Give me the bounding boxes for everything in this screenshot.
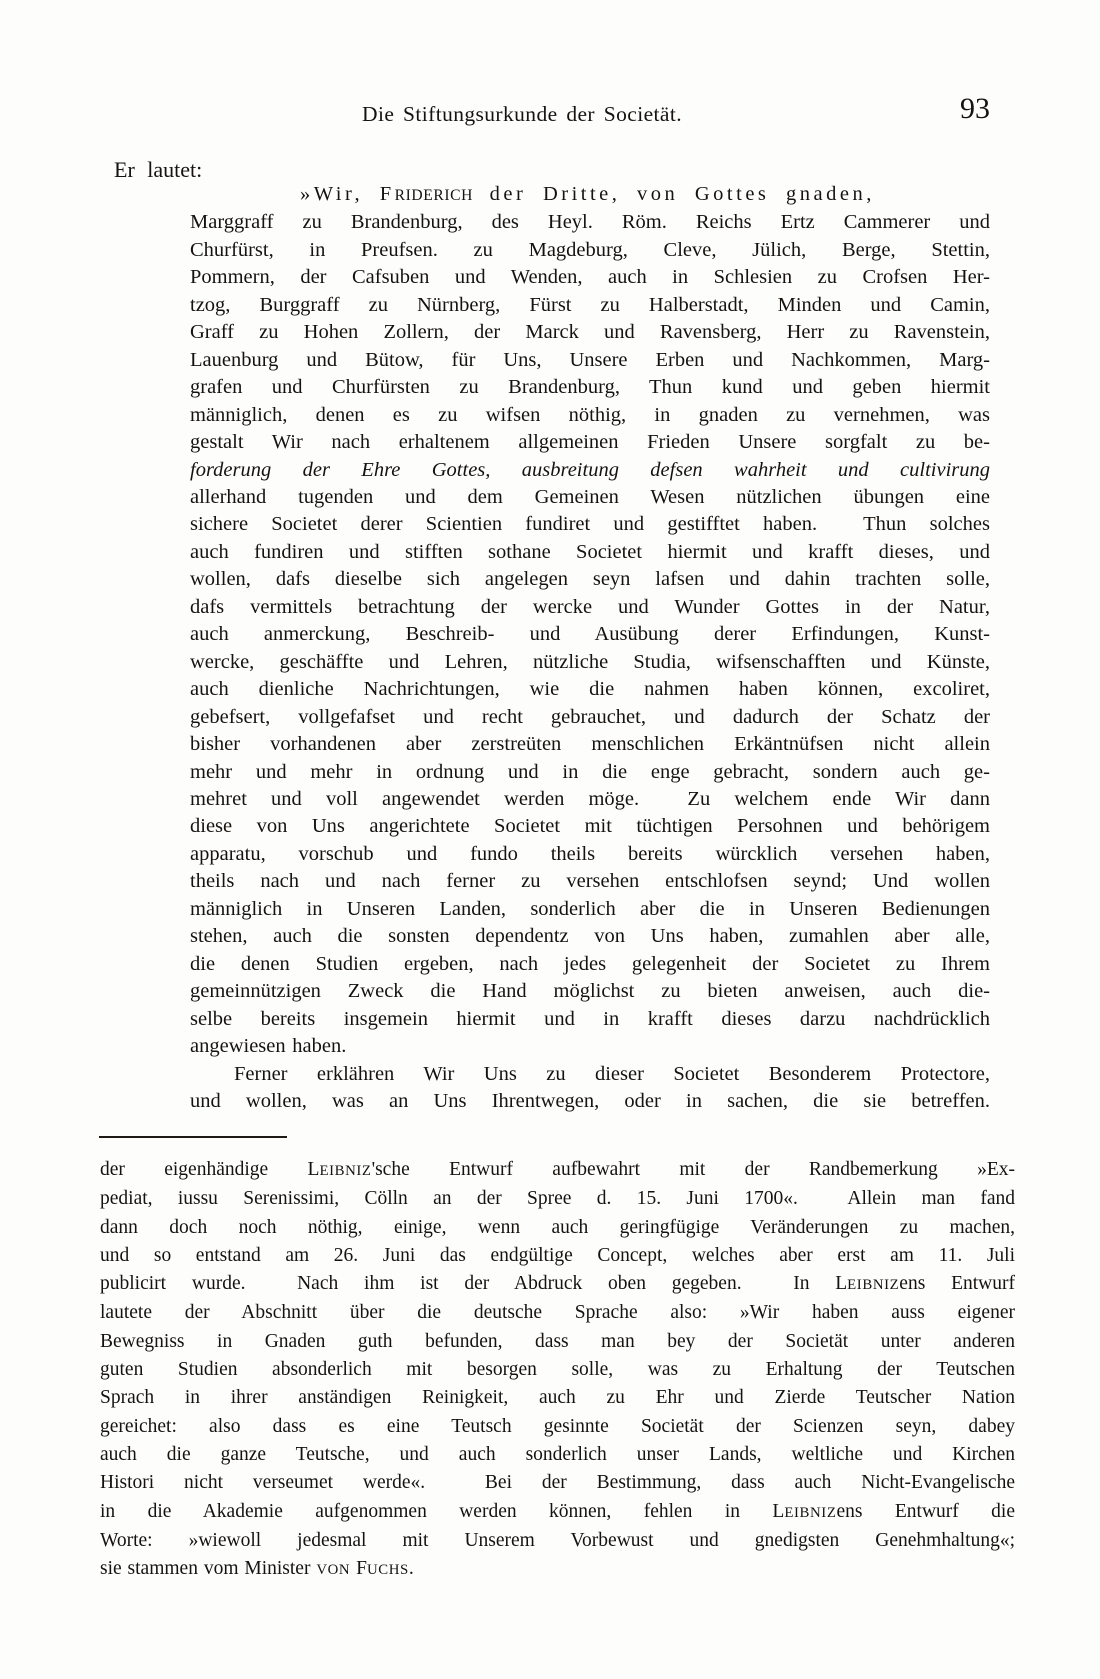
charter-line: apparatu, vorschub und fundo theils bereits würcklich versehen haben, [190, 842, 990, 865]
charter-line: auch fundiren und stifften sothane Societet hiermit und krafft dieses, und [190, 540, 990, 563]
charter-line: die denen Studien ergeben, nach jedes gelegenheit der Societet zu Ihrem [190, 952, 990, 975]
footnote-line: Bewegniss in Gnaden guth befunden, dass man bey der Societät unter anderen [100, 1330, 1015, 1352]
charter-line: theils nach und nach ferner zu versehen entschlofsen seynd; Und wollen [190, 870, 990, 893]
footnote-line: der eigenhändige LEIBNIZ'sche Entwurf aufbewahrt mit der Randbemerkung »Ex- [100, 1159, 1016, 1180]
footnote-line: guten Studien absonderlich mit besorgen solle, was zu Erhaltung der Teutschen [100, 1359, 1015, 1381]
small-caps-name: EIBNIZ [319, 1163, 372, 1179]
charter-line: auch anmerckung, Beschreib- und Ausübung derer Erfindungen, Kunst- [190, 623, 990, 646]
intro-label: Er lautet: [114, 157, 203, 182]
charter-line: männiglich in Unseren Landen, sonderlich aber die in Unseren Bedienungen [190, 897, 990, 920]
footnote-line: Worte: »wiewoll jedesmal mit Unserem Vorbewust und gnedigsten Genehmhaltung«; [100, 1529, 1015, 1551]
footnote-line: sie stammen vom Minister VON FUCHS. [100, 1558, 414, 1580]
charter-line: Churfürst, in Preufsen. zu Magdeburg, Cleve, Jülich, Berge, Stettin, [190, 238, 990, 261]
footnote-line: Sprach in ihrer anständigen Reinigkeit, auch zu Ehr und Zierde Teutscher Nation [100, 1387, 1015, 1409]
charter-line: wercke, geschäffte und Lehren, nützliche Studia, wifsenschafften und Künste, [190, 650, 990, 673]
charter-line: sichere Societet derer Scientien fundiret und gestifftet haben. Thun solches [190, 513, 990, 536]
charter-line: auch dienliche Nachrichtungen, wie die nahmen haben können, excoliret, [190, 678, 990, 701]
charter-line: grafen und Churfürsten zu Brandenburg, Thun kund und geben hiermit [190, 376, 990, 399]
charter-line: bisher vorhandenen aber zerstreüten menschlichen Erkäntnüfsen nicht allein [190, 733, 990, 756]
footnote-line: lautete der Abschnitt über die deutsche Sprache also: »Wir haben auss eigener [100, 1302, 1015, 1324]
charter-line: männiglich, denen es zu wifsen nöthig, in gnaden zu vernehmen, was [190, 403, 990, 426]
charter-line: Ferner erklähren Wir Uns zu dieser Societet Besonderem Protectore, [234, 1062, 990, 1085]
charter-line: stehen, auch die sonsten dependentz von Uns haben, zumahlen aber alle, [190, 925, 990, 948]
running-title: Die Stiftungsurkunde der Societät. [362, 102, 682, 126]
footnote-line: auch die ganze Teutsche, und auch sonderlich unser Lands, weltliche und Kirchen [100, 1443, 1015, 1465]
charter-line: allerhand tugenden und dem Gemeinen Wesen nützlichen übungen eine [190, 485, 990, 508]
footnote-line: und so entstand am 26. Juni das endgültige Concept, welches aber erst am 11. Juli [100, 1244, 1015, 1266]
charter-line: wollen, dafs dieselbe sich angelegen seyn lafsen und dahin trachten solle, [190, 568, 990, 591]
charter-line: mehret und voll angewendet werden möge. Zu welchem ende Wir dann [190, 787, 990, 810]
charter-line: Lauenburg und Bütow, für Uns, Unsere Erben und Nachkommen, Marg- [190, 348, 990, 371]
charter-line: gestalt Wir nach erhaltenem allgemeinen Frieden Unsere sorgfalt zu be- [190, 431, 990, 454]
small-caps-name: EIBNIZ [784, 1504, 837, 1521]
charter-line: gebefsert, vollgefafset und recht gebrauchet, und dadurch der Schatz der [190, 705, 990, 728]
small-caps-name: UCHS [366, 1562, 409, 1579]
charter-line: dafs vermittels betrachtung der wercke und Wunder Gottes in der Natur, [190, 595, 990, 618]
footnote-line: Histori nicht verseumet werde«. Bei der Bestimmung, dass auch Nicht-Evangelische [100, 1472, 1015, 1494]
charter-line: »Wir, FRIDERICH der Dritte, von Gottes gnaden, [300, 183, 875, 205]
page-number: 93 [960, 92, 990, 125]
small-caps-name: VON [316, 1562, 351, 1579]
charter-line: tzog, Burggraff zu Nürnberg, Fürst zu Halberstadt, Minden und Camin, [190, 293, 990, 316]
footnote-line: publicirt wurde. Nach ihm ist der Abdruck oben gegeben. In LEIBNIZens Entwurf [100, 1273, 1015, 1295]
charter-line: Marggraff zu Brandenburg, des Heyl. Röm. Reichs Ertz Cammerer und [190, 211, 990, 234]
small-caps-name: EIBNIZ [847, 1277, 900, 1294]
charter-line: selbe bereits insgemein hiermit und in krafft dieses darzu nachdrücklich [190, 1007, 990, 1030]
footnote-line: in die Akademie aufgenommen werden können, fehlen in LEIBNIZens Entwurf die [100, 1500, 1015, 1522]
footnote-line: dann doch noch nöthig, einige, wenn auch geringfügige Veränderungen zu machen, [100, 1216, 1015, 1238]
footnote-block [100, 1156, 1015, 1584]
charter-line: forderung der Ehre Gottes, ausbreitung defsen wahrheit und cultivirung [190, 458, 990, 481]
charter-line: Graff zu Hohen Zollern, der Marck und Ravensberg, Herr zu Ravenstein, [190, 321, 990, 344]
footnote-line: gereichet: also dass es eine Teutsch gesinnte Societät der Scienzen seyn, dabey [100, 1415, 1015, 1437]
charter-line: mehr und mehr in ordnung und in die enge gebracht, sondern auch ge- [190, 760, 990, 783]
footnote-separator-rule [99, 1136, 287, 1138]
small-caps-name: RIDERICH [394, 187, 474, 204]
charter-line: Pommern, der Cafsuben und Wenden, auch in Schlesien zu Crofsen Her- [190, 266, 990, 289]
footnote-line: pediat, iussu Serenissimi, Cölln an der Spree d. 15. Juni 1700«. Allein man fand [100, 1188, 1015, 1210]
charter-line: angewiesen haben. [190, 1035, 347, 1058]
charter-line: diese von Uns angerichtete Societet mit tüchtigen Persohnen und behörigem [190, 815, 990, 838]
charter-text-block [190, 181, 990, 1115]
charter-line: gemeinnützigen Zweck die Hand möglichst zu bieten anweisen, auch die- [190, 980, 990, 1003]
charter-line: und wollen, was an Uns Ihrentwegen, oder in sachen, die sie betreffen. [190, 1089, 990, 1112]
